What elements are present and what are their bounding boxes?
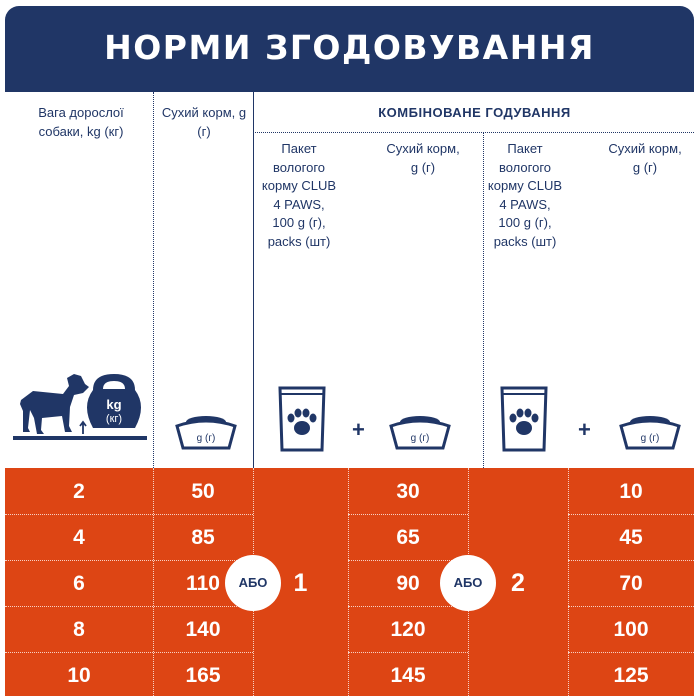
title-banner [5, 6, 694, 92]
weight-cell: 8 [73, 618, 85, 641]
dog-weight-icon [11, 366, 151, 452]
wet-pack-header-1: Пакет вологого корму CLUB 4 PAWS, 100 g (г), packs (шт) [261, 141, 337, 249]
dry-food-cell: 165 [185, 664, 221, 687]
or-badge: АБО [225, 555, 281, 611]
weight-cell: 4 [73, 526, 85, 549]
weight-cell: 2 [73, 480, 85, 503]
dry-food-header-1: Сухий корм, g (г) [386, 141, 460, 175]
feeding-data-table [5, 468, 694, 696]
row-divider [348, 606, 468, 607]
column-divider [253, 92, 254, 468]
combo1-dry-cell: 30 [396, 480, 420, 503]
bowl-icon [173, 408, 239, 454]
row-divider [5, 652, 253, 653]
column-divider [483, 132, 484, 468]
dry-food-cell: 140 [185, 618, 221, 641]
row-divider [568, 514, 694, 515]
bowl-label: g (г) [410, 433, 430, 444]
plus-icon: + [352, 417, 365, 442]
combo1-dry-cell: 90 [396, 572, 420, 595]
combo1-dry-cell: 120 [390, 618, 426, 641]
dry-food-header-2: Сухий корм, g (г) [608, 141, 682, 175]
combo2-dry-cell: 100 [613, 618, 649, 641]
or-badge: АБО [440, 555, 496, 611]
row-divider [348, 514, 468, 515]
dry-food-cell: 50 [191, 480, 215, 503]
row-divider [5, 514, 253, 515]
pack-count-2: 2 [511, 569, 525, 597]
combined-feeding-header: КОМБІНОВАНЕ ГОДУВАННЯ [378, 105, 571, 120]
row-divider [348, 652, 468, 653]
bowl-icon [617, 408, 683, 454]
bowl-label: g (г) [640, 433, 660, 444]
weight-cell: 6 [73, 572, 85, 595]
weight-column-header: Вага дорослої собаки, kg (кг) [38, 105, 124, 139]
wet-pack-header-2: Пакет вологого корму CLUB 4 PAWS, 100 g (г), packs (шт) [487, 141, 563, 249]
bowl-icon [387, 408, 453, 454]
dry-food-column-header: Сухий корм, g (г) [161, 105, 247, 139]
pack-count-1: 1 [293, 569, 308, 597]
kettlebell-sublabel: (кг) [105, 413, 123, 425]
combo2-dry-cell: 45 [619, 526, 643, 549]
dry-food-cell: 110 [186, 572, 220, 595]
row-divider [568, 652, 694, 653]
kettlebell-label: kg [106, 397, 122, 412]
dry-food-cell: 85 [191, 526, 215, 549]
row-divider [568, 560, 694, 561]
pouch-icon [275, 384, 329, 454]
pouch-icon [497, 384, 551, 454]
plus-icon: + [578, 417, 591, 442]
row-divider [5, 606, 253, 607]
combo2-dry-cell: 125 [613, 664, 649, 687]
combo1-dry-cell: 65 [396, 526, 420, 549]
subheader-divider [255, 132, 694, 133]
row-divider [568, 606, 694, 607]
row-divider [5, 560, 253, 561]
combo1-dry-cell: 145 [390, 664, 426, 687]
weight-cell: 10 [67, 664, 91, 687]
column-divider [153, 92, 154, 468]
feeding-table-card [5, 6, 694, 696]
combo2-dry-cell: 10 [619, 480, 643, 503]
page-title: НОРМИ ЗГОДОВУВАННЯ [104, 28, 595, 67]
bowl-label: g (г) [196, 433, 216, 444]
combo2-dry-cell: 70 [619, 572, 643, 595]
